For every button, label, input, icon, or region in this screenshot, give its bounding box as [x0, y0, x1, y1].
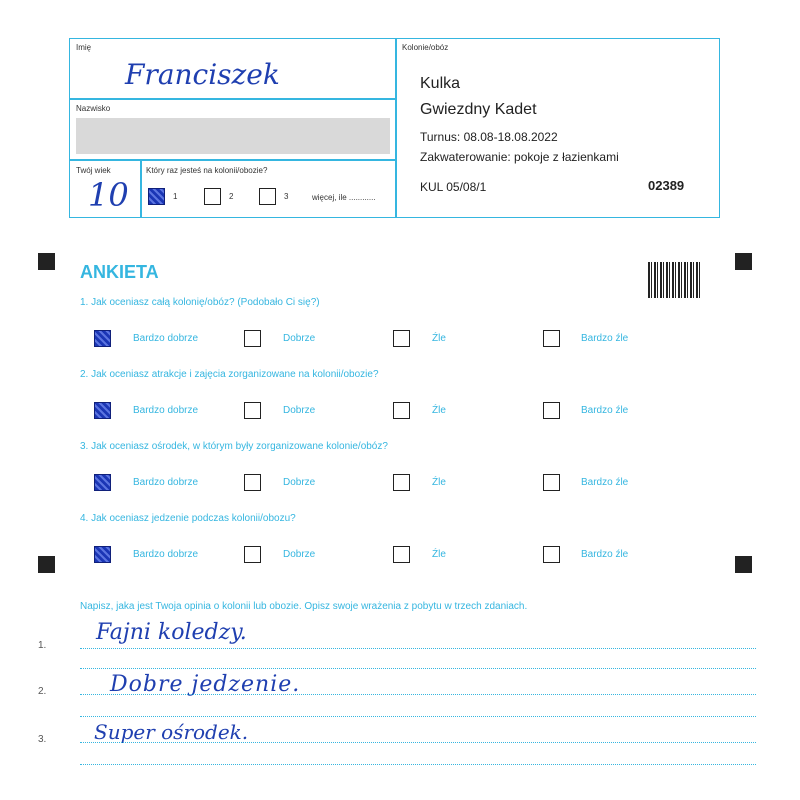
dotted-line-1a	[80, 648, 756, 649]
surname-divider	[69, 159, 396, 161]
times-opt2: 2	[229, 192, 234, 201]
registration-mark-bl	[38, 556, 55, 573]
q2-label-1: Bardzo dobrze	[133, 405, 199, 416]
q4-label-3: Źle	[432, 549, 446, 560]
q4-label-2: Dobrze	[283, 549, 316, 560]
registration-mark-tr	[735, 253, 752, 270]
age-divider	[140, 159, 142, 218]
question-1: 1. Jak oceniasz całą kolonię/obóz? (Podobało Ci się?)	[80, 297, 320, 308]
q2-option-3[interactable]	[393, 402, 410, 419]
q2-label-3: Źle	[432, 405, 446, 416]
name-value: Franciszek	[125, 58, 280, 91]
opinion-line-1[interactable]: Fajni koledzy.	[96, 620, 247, 645]
opinion-line-3[interactable]: Super ośrodek.	[94, 720, 249, 744]
q3-label-4: Bardzo źle	[581, 477, 629, 488]
times-checkbox-2[interactable]	[204, 188, 221, 205]
header-divider	[395, 38, 397, 218]
times-opt3: 3	[284, 192, 289, 201]
q4-option-4[interactable]	[543, 546, 560, 563]
dotted-line-3a	[80, 742, 756, 743]
barcode	[648, 262, 700, 298]
question-2: 2. Jak oceniasz atrakcje i zajęcia zorganizowane na kolonii/obozie?	[80, 369, 379, 380]
accommodation: Zakwaterowanie: pokoje z łazienkami	[420, 150, 619, 164]
q4-label-4: Bardzo źle	[581, 549, 629, 560]
q3-label-1: Bardzo dobrze	[133, 477, 199, 488]
q2-label-4: Bardzo źle	[581, 405, 629, 416]
name-label: Imię	[76, 43, 92, 52]
question-3: 3. Jak oceniasz ośrodek, w którym były zorganizowane kolonie/obóz?	[80, 441, 388, 452]
surname-redacted	[76, 118, 390, 154]
q4-label-1: Bardzo dobrze	[133, 549, 199, 560]
q2-option-4[interactable]	[543, 402, 560, 419]
times-checkbox-1[interactable]	[148, 188, 165, 205]
q2-label-2: Dobrze	[283, 405, 316, 416]
dotted-line-2a	[80, 694, 756, 695]
times-label: Który raz jesteś na kolonii/obozie?	[146, 166, 268, 175]
q2-option-2[interactable]	[244, 402, 261, 419]
camp-org: Kulka	[420, 75, 461, 92]
line-number-2: 2.	[38, 686, 47, 697]
camp-code: KUL 05/08/1	[420, 180, 487, 194]
age-label: Twój wiek	[76, 166, 111, 175]
q1-label-1: Bardzo dobrze	[133, 333, 199, 344]
registration-mark-br	[735, 556, 752, 573]
times-opt1: 1	[173, 192, 178, 201]
q4-option-3[interactable]	[393, 546, 410, 563]
q1-option-4[interactable]	[543, 330, 560, 347]
q4-option-1[interactable]	[94, 546, 111, 563]
q1-option-2[interactable]	[244, 330, 261, 347]
q3-label-2: Dobrze	[283, 477, 316, 488]
q3-option-2[interactable]	[244, 474, 261, 491]
times-more: więcej, ile ............	[312, 193, 376, 202]
q3-option-1[interactable]	[94, 474, 111, 491]
dotted-line-2b	[80, 716, 756, 717]
times-checkbox-3[interactable]	[259, 188, 276, 205]
survey-title: ANKIETA	[80, 262, 159, 282]
q1-option-3[interactable]	[393, 330, 410, 347]
q1-label-3: Źle	[432, 333, 446, 344]
turnus: Turnus: 08.08-18.08.2022	[420, 130, 558, 144]
dotted-line-1b	[80, 668, 756, 669]
dotted-line-3b	[80, 764, 756, 765]
q1-option-1[interactable]	[94, 330, 111, 347]
q2-option-1[interactable]	[94, 402, 111, 419]
q1-label-2: Dobrze	[283, 333, 316, 344]
camp-name: Gwiezdny Kadet	[420, 101, 537, 118]
question-4: 4. Jak oceniasz jedzenie podczas kolonii/obozu?	[80, 513, 296, 524]
q1-label-4: Bardzo źle	[581, 333, 629, 344]
registration-mark-tl	[38, 253, 55, 270]
q3-label-3: Źle	[432, 477, 446, 488]
name-divider	[69, 98, 396, 100]
opinion-line-2[interactable]: Dobre jedzenie.	[110, 672, 301, 697]
line-number-3: 3.	[38, 734, 47, 745]
opinion-prompt: Napisz, jaka jest Twoja opinia o kolonii lub obozie. Opisz swoje wrażenia z pobytu w trzech zdaniach.	[80, 601, 528, 612]
line-number-1: 1.	[38, 640, 47, 651]
surname-label: Nazwisko	[76, 104, 111, 113]
camp-label: Kolonie/obóz	[402, 43, 449, 52]
q4-option-2[interactable]	[244, 546, 261, 563]
q3-option-3[interactable]	[393, 474, 410, 491]
form-number: 02389	[648, 178, 685, 193]
age-value: 10	[88, 176, 129, 214]
q3-option-4[interactable]	[543, 474, 560, 491]
